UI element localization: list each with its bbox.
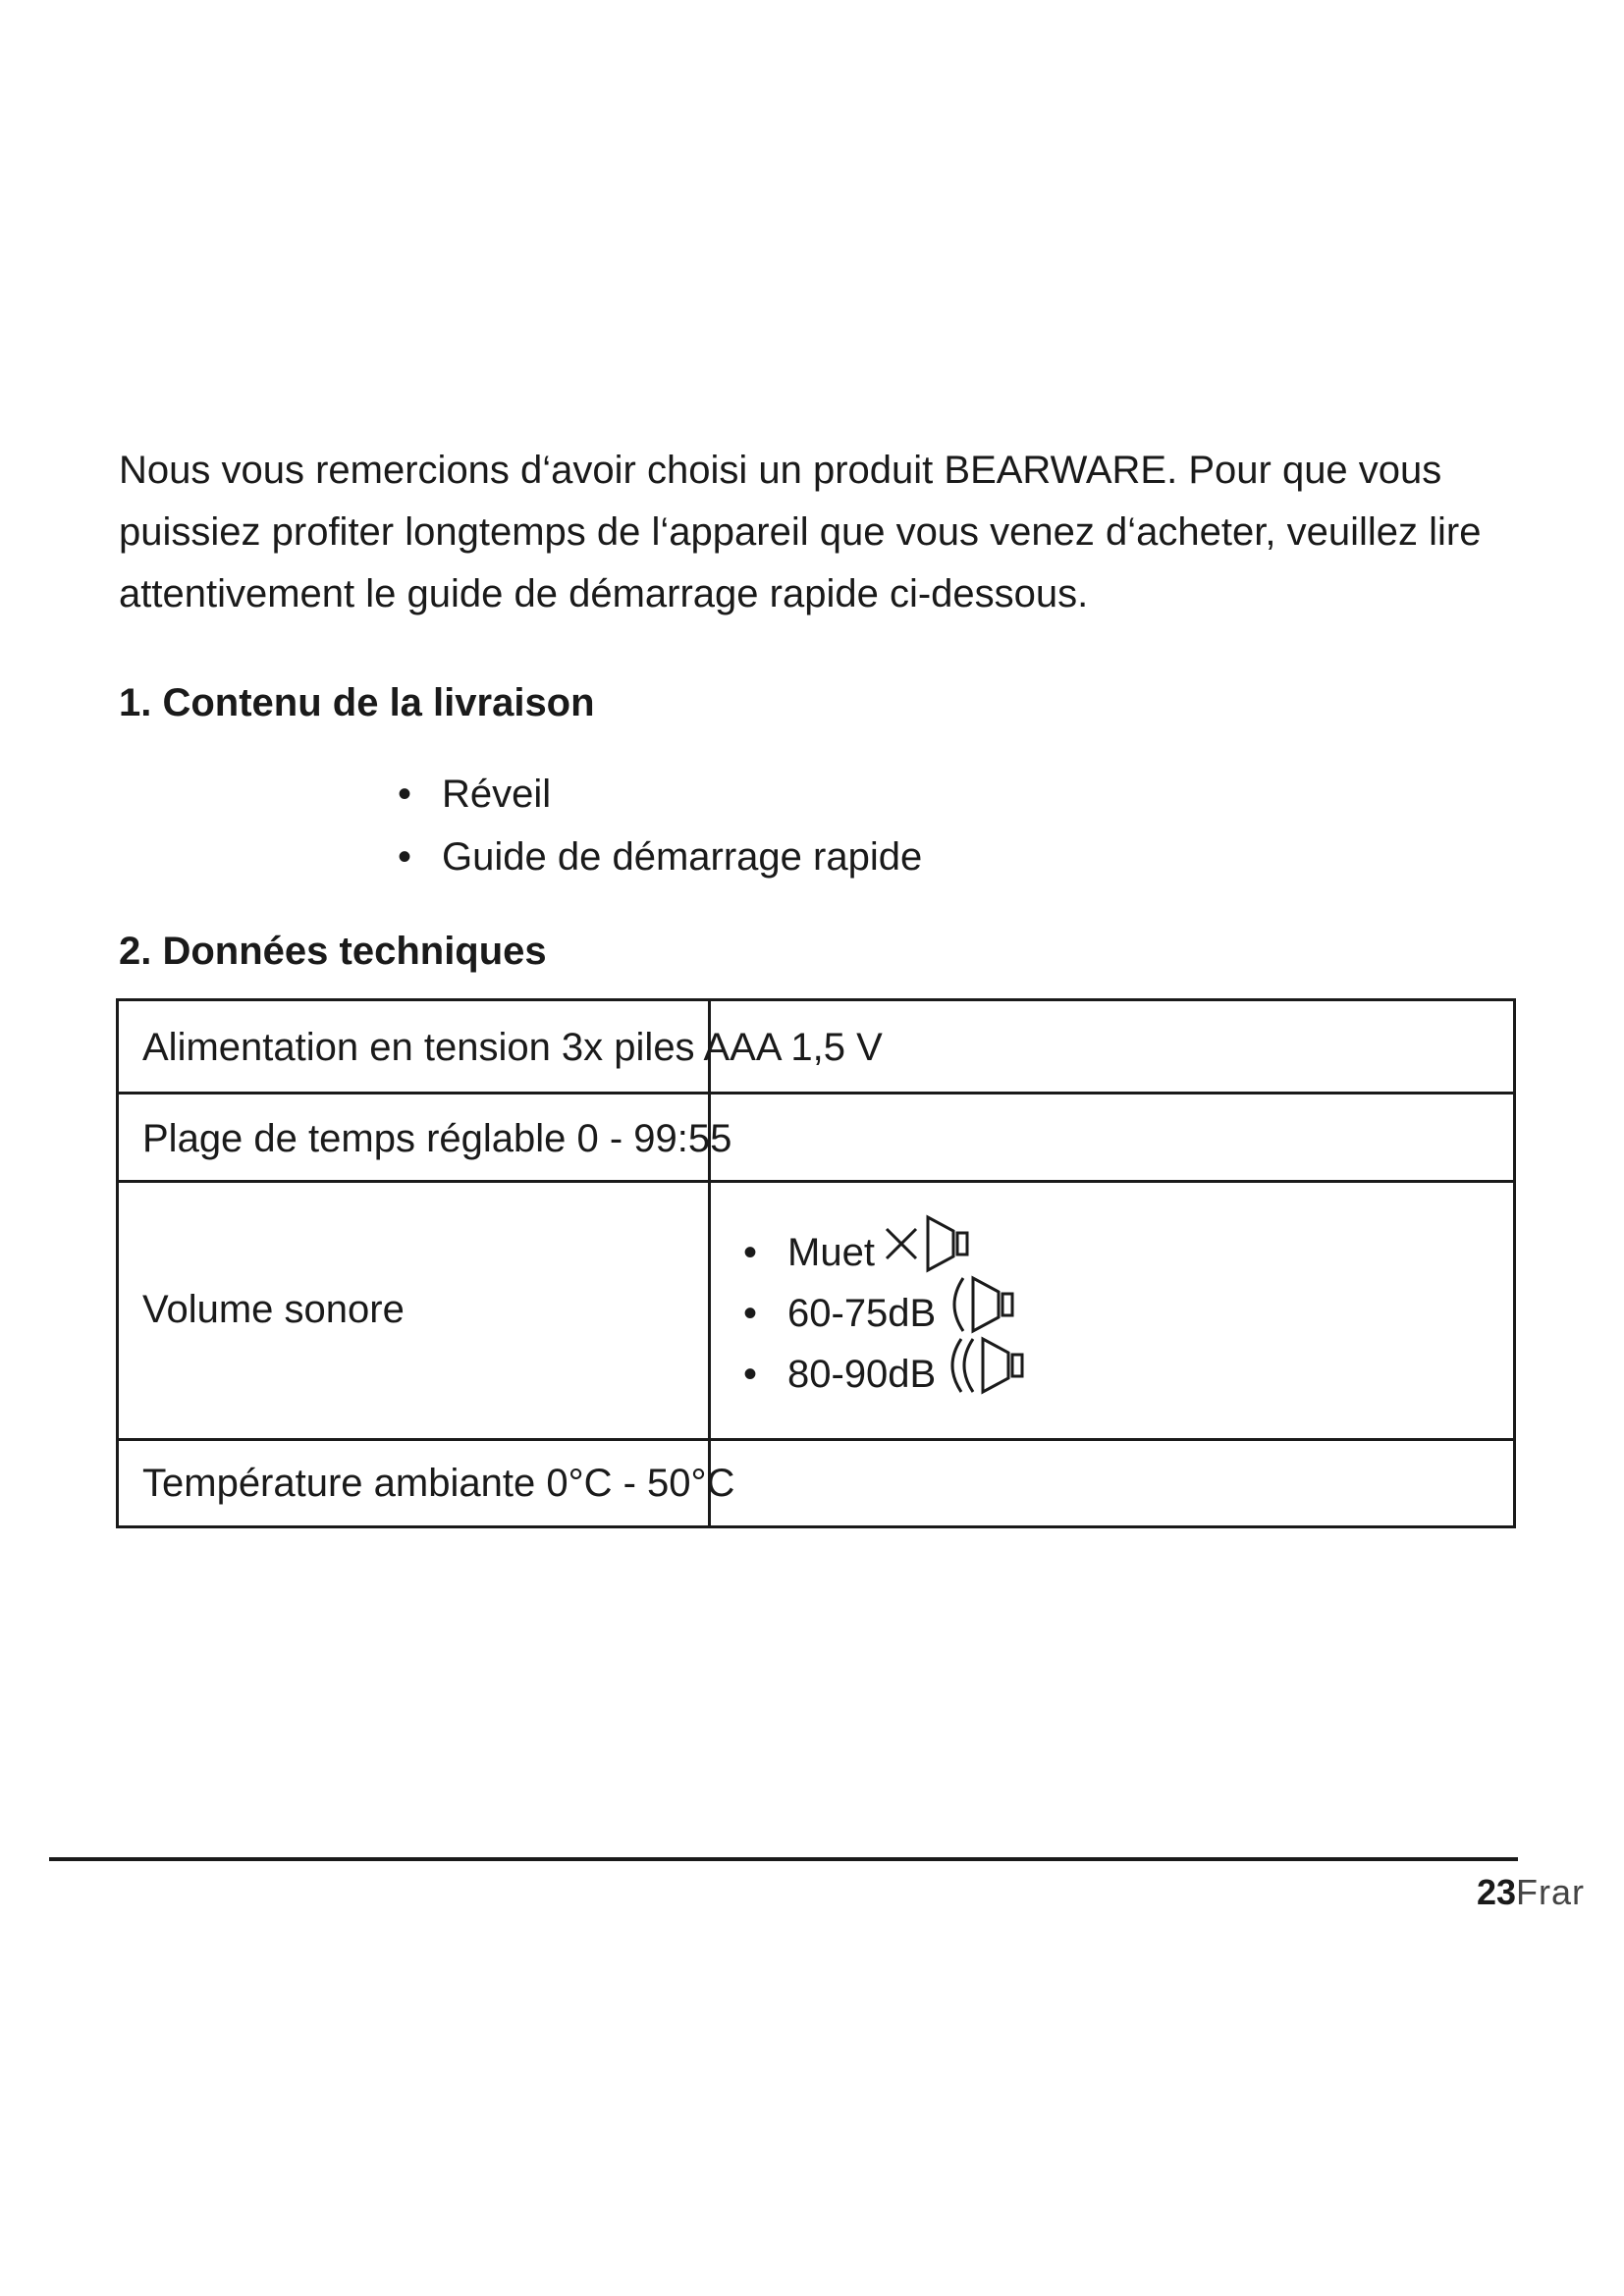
delivery-list [398, 763, 922, 888]
volume-option-loud [743, 1344, 1054, 1405]
page-language: Frar [1516, 1872, 1585, 1912]
footer-divider [49, 1857, 1518, 1861]
table-row-power-supply [119, 1001, 1513, 1095]
ambient-temperature-text: Température ambiante 0°C - 50°C [142, 1462, 735, 1505]
speaker-two-waves-icon [946, 1335, 1054, 1414]
specs-table [116, 998, 1516, 1528]
delivery-heading: 1. Contenu de la livraison [119, 681, 595, 724]
intro-paragraph: Nous vous remercions d‘avoir choisi un produit BEARWARE. Pour que vous puissiez profiter longtemps de l‘appareil que vous venez d‘acheter, veuillez lire attentivement le guide de démarrage rapide ci-dessous. [119, 449, 1482, 615]
volume-label: Volume sonore [142, 1288, 405, 1331]
table-row-volume [119, 1183, 1513, 1441]
volume-option-medium-text: • 60-75dB [787, 1292, 937, 1335]
volume-option-mute-text: • Muet [787, 1231, 875, 1274]
page-number-value: 23 [1476, 1872, 1516, 1912]
time-range-text: Plage de temps réglable 0 - 99:55 [142, 1117, 732, 1160]
table-row-ambient-temperature [119, 1441, 1513, 1525]
volume-option-loud-text: • 80-90dB [787, 1353, 937, 1396]
table-row-time-range [119, 1095, 1513, 1183]
specs-heading: 2. Données techniques [119, 930, 547, 973]
volume-options-list [743, 1222, 1054, 1405]
power-supply-text: Alimentation en tension 3x piles AAA 1,5 V [142, 1026, 883, 1069]
delivery-item-quick-guide: • Guide de démarrage rapide [398, 826, 922, 888]
page-number [1477, 1871, 1585, 1914]
delivery-item-alarm-clock: • Réveil [398, 763, 922, 826]
